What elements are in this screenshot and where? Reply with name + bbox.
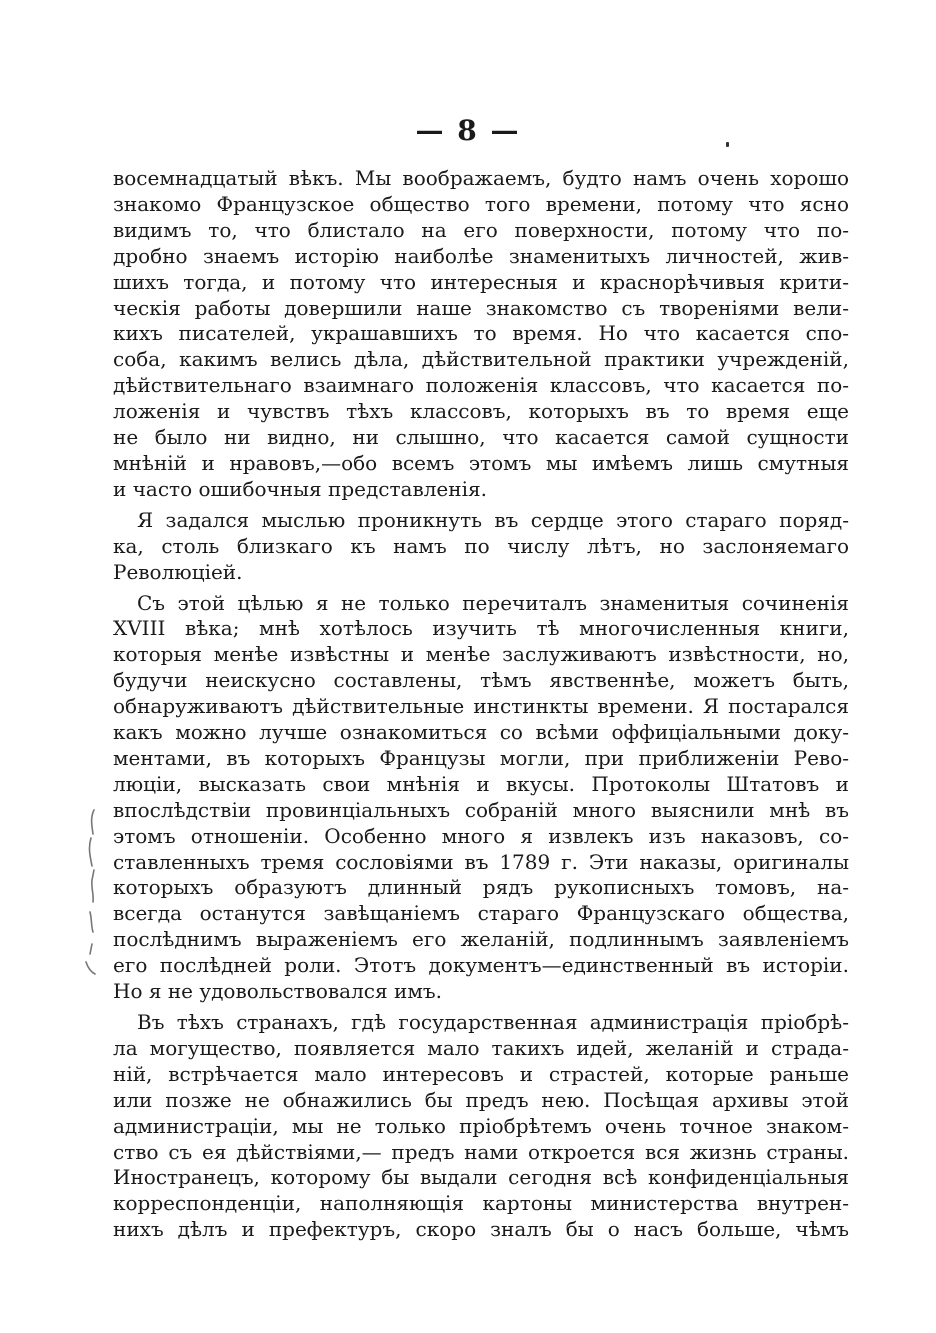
text-line: администраціи, мы не только пріобрѣтемъ очень точное знаком- (113, 1113, 849, 1138)
text-line: соба, какимъ велись дѣла, дѣйствительной практики учрежденій, (113, 347, 849, 372)
text-line: послѣднимъ выраженіемъ его желаній, подлиннымъ заявленіемъ (113, 927, 849, 952)
text-line: корреспонденціи, наполняющія картоны министерства внутрен- (113, 1191, 849, 1216)
text-line: не было ни видно, ни слышно, что касается самой сущности (113, 425, 849, 450)
text-line: Революціей. (113, 559, 243, 584)
text-line: кихъ писателей, украшавшихъ то время. Но что касается спо- (113, 321, 849, 346)
text-line: ментами, въ которыхъ Французы могли, при приближеніи Рево- (113, 745, 849, 770)
text-line: ство съ ея дѣйствіями,— предъ нами откроется вся жизнь страны. (113, 1139, 849, 1164)
text-line: шихъ тогда, и потому что интересныя и краснорѣчивыя крити- (113, 269, 849, 294)
text-line: Съ этой цѣлью я не только перечиталъ знаменитыя сочиненія (137, 590, 849, 615)
text-line: и часто ошибочныя представленія. (113, 476, 487, 501)
text-line: обнаруживаютъ дѣйствительные инстинкты времени. Я постарался (113, 694, 849, 719)
text-line: люціи, высказать свои мнѣнія и вкусы. Протоколы Штатовъ и (113, 771, 849, 796)
text-line: которыхъ образуютъ длинный рядъ рукописныхъ томовъ, на- (113, 875, 849, 900)
text-line: ка, столь близкаго къ намъ по числу лѣтъ, но заслоняемаго (113, 533, 849, 558)
paragraph (113, 1010, 849, 1243)
paragraph (113, 508, 849, 586)
text-line: всегда останутся завѣщаніемъ стараго Французскаго общества, (113, 901, 849, 926)
paragraph (113, 591, 849, 1006)
text-line: Иностранецъ, которому бы выдали сегодня всѣ конфиденціальныя (113, 1165, 849, 1190)
text-line: ній, встрѣчается мало интересовъ и страстей, которые раньше (113, 1061, 849, 1086)
text-line: ла могущество, появляется мало такихъ идей, желаній и страда- (113, 1035, 849, 1060)
main-text (113, 166, 849, 1248)
text-line: его послѣдней роли. Этотъ документъ—единственный въ исторіи. (113, 953, 849, 978)
text-line: ческія работы довершили наше знакомство съ твореніями вели- (113, 295, 849, 320)
text-line: ложенія и чувствъ тѣхъ классовъ, которыхъ въ то время еще (113, 399, 849, 424)
text-line: нихъ дѣлъ и префектуръ, скоро зналъ бы о насъ больше, чѣмъ (113, 1217, 849, 1242)
page-number: — 8 — (415, 114, 521, 147)
text-line: какъ можно лучше ознакомиться со всѣми оффиціальными доку- (113, 720, 849, 745)
text-line: видимъ то, что блистало на его поверхности, потому что по- (113, 217, 849, 242)
text-line: будучи неискусно составлены, тѣмъ явственнѣе, можетъ быть, (113, 668, 849, 693)
text-line: впослѣдствіи провинціальныхъ собраній много выяснили мнѣ въ (113, 797, 849, 822)
text-line: которыя менѣе извѣстны и менѣе заслуживаютъ извѣстности, но, (113, 642, 849, 667)
text-line: ставленныхъ тремя сословіями въ 1789 г. Эти наказы, оригиналы (113, 849, 849, 874)
text-line: Я задался мыслью проникнуть въ сердце этого стараго поряд- (137, 507, 849, 532)
ink-speck (726, 142, 729, 147)
text-line: Но я не удовольствовался имъ. (113, 979, 442, 1004)
text-line: мнѣній и нравовъ,—обо всемъ этомъ мы имѣемъ лишь смутныя (113, 450, 849, 475)
text-line: дѣйствительнаго взаимнаго положенія классовъ, что касается по- (113, 373, 849, 398)
margin-pencil-mark (82, 808, 96, 978)
text-line: XVIII вѣка; мнѣ хотѣлось изучить тѣ многочисленныя книги, (113, 616, 849, 641)
text-line: или позже не обнажились бы предъ нею. Посѣщая архивы этой (113, 1087, 849, 1112)
text-line: дробно знаемъ исторію наиболѣе знаменитыхъ личностей, жив- (113, 243, 849, 268)
text-line: этомъ отношеніи. Особенно много я извлекъ изъ наказовъ, со- (113, 823, 849, 848)
text-line: Въ тѣхъ странахъ, гдѣ государственная администрація пріобрѣ- (137, 1010, 849, 1034)
text-line: восемнадцатый вѣкъ. Мы воображаемъ, будто намъ очень хорошо (113, 166, 849, 190)
paragraph (113, 166, 849, 503)
text-line: знакомо Французское общество того времени, потому что ясно (113, 191, 849, 216)
